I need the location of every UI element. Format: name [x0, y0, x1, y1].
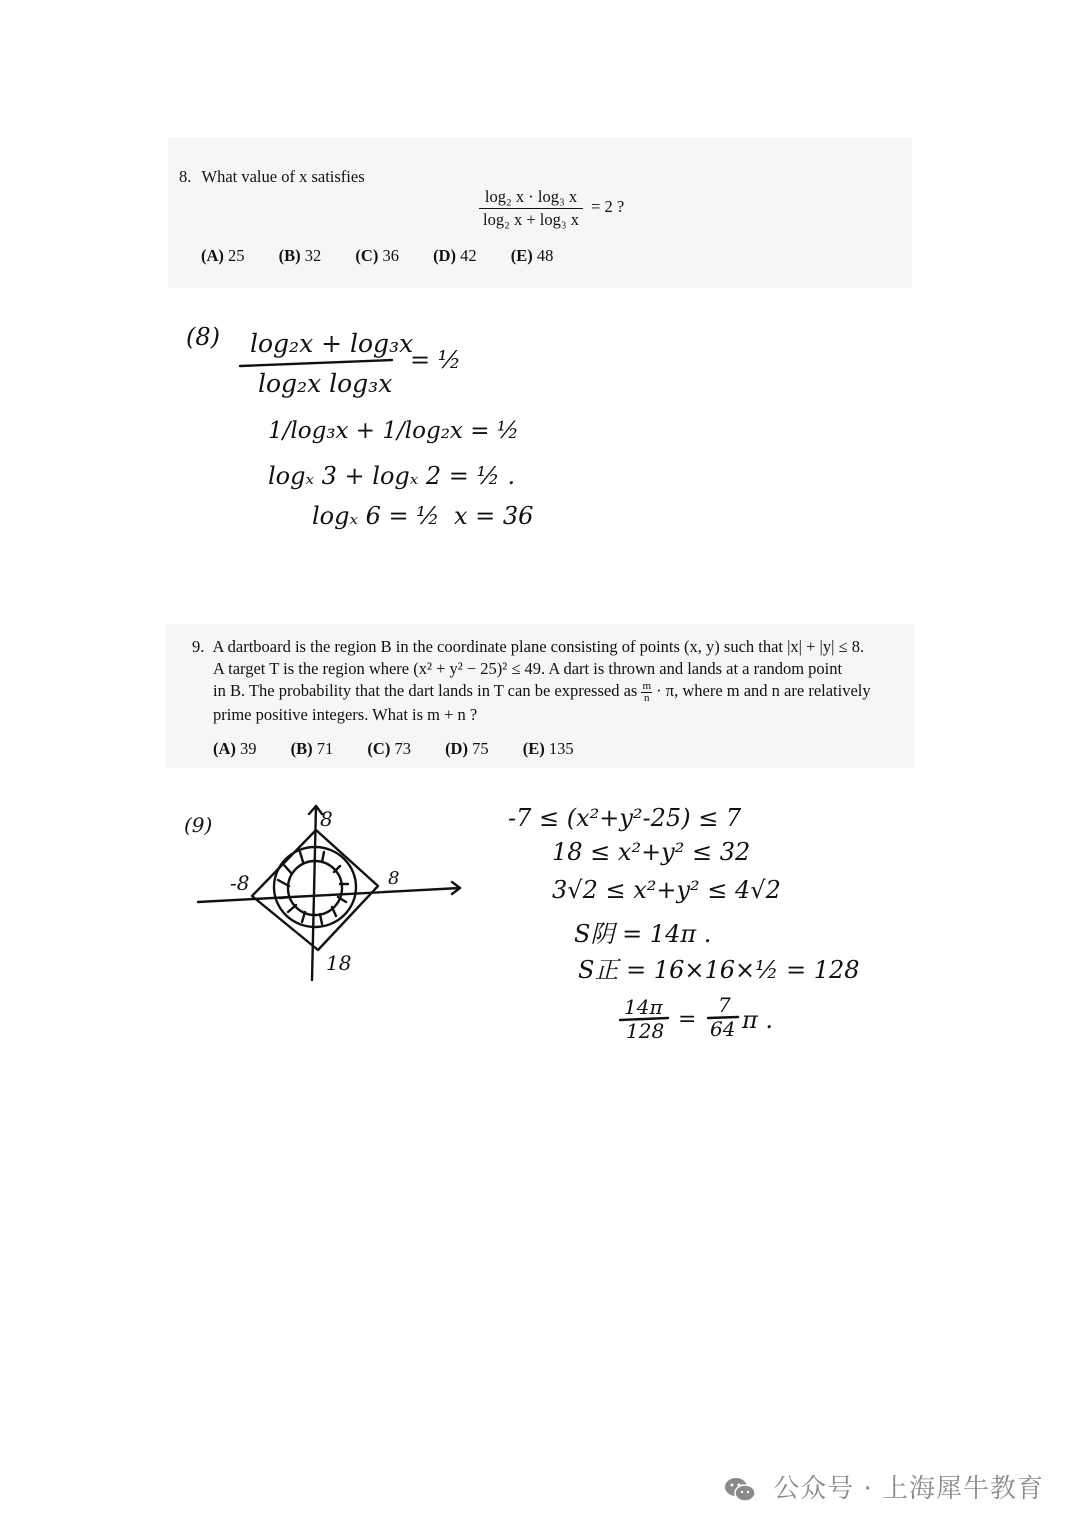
- choice-e: (E) 48: [510, 246, 554, 265]
- axis-label-right: 8: [388, 868, 400, 889]
- solution-8-line1-num: log₂x + log₃x: [250, 329, 414, 358]
- question-9-number: 9.: [192, 637, 205, 656]
- solution-9-frac-den: 128: [626, 1019, 665, 1043]
- solution-8-tag: (8): [186, 323, 220, 351]
- question-9-fraction: $\frac{m}{n}$: [642, 679, 652, 704]
- choice-d: (D) 75: [445, 738, 489, 758]
- choice-b: (B) 32: [278, 246, 322, 265]
- wechat-icon: [724, 1476, 756, 1504]
- solution-9-line5: S正 = 16×16×½ = 128: [578, 956, 860, 984]
- solution-9-result-tail: π .: [742, 1006, 774, 1034]
- axis-label-bottom: 18: [326, 951, 352, 975]
- choice-c: (C) 36: [355, 246, 399, 265]
- solution-9-frac-equals: =: [678, 1007, 697, 1032]
- solution-9-line3: 3√2 ≤ x²+y² ≤ 4√2: [552, 876, 781, 904]
- choice-a: (A) 39: [213, 738, 257, 758]
- solution-8-answer: x = 36: [454, 502, 534, 530]
- question-9-line2: A target T is the region where (x² + y² − 25)² ≤ 49. A dart is thrown and lands at a random point: [213, 659, 843, 678]
- solution-8-line1-den: log₂x log₃x: [258, 369, 393, 398]
- question-9-line3: in B. The probability that the dart lands in T can be expressed as $\frac{m}{n}$ · π, where m and n are relatively: [213, 679, 871, 704]
- watermark: [724, 1468, 1044, 1505]
- equation-numerator: log₂ x · log₃ x: [479, 186, 583, 209]
- question-8-prompt: What value of x satisfies: [201, 167, 365, 186]
- question-9-line1: A dartboard is the region B in the coordinate plane consisting of points (x, y) such that |x| + |y| ≤ 8.: [212, 637, 865, 656]
- choice-e: (E) 135: [522, 738, 574, 758]
- solution-8-line1-rhs: = ½: [410, 346, 461, 374]
- axis-label-left: -8: [230, 871, 250, 895]
- axis-label-top: 8: [320, 807, 333, 831]
- solution-9-line1: -7 ≤ (x²+y²-25) ≤ 7: [508, 804, 742, 832]
- question-8-number: 8.: [179, 167, 192, 186]
- solution-9-line4: S阴 = 14π .: [574, 920, 712, 948]
- question-9-line4: prime positive integers. What is m + n ?: [213, 704, 478, 724]
- choice-a: (A) 25: [201, 246, 245, 265]
- watermark-text: 公众号 · 上海犀牛教育: [773, 1474, 1044, 1504]
- solution-9-result-den: 64: [710, 1017, 736, 1041]
- solution-9-tag: (9): [184, 813, 213, 837]
- solution-9-frac-num: 14π: [624, 995, 663, 1019]
- solution-9-result-num: 7: [718, 993, 731, 1017]
- solution-9-line2: 18 ≤ x²+y² ≤ 32: [552, 838, 751, 866]
- equation-rhs: = 2 ?: [591, 197, 625, 217]
- solution-8-line3: logₓ 3 + logₓ 2 = ½ .: [268, 462, 516, 490]
- choice-b: (B) 71: [290, 738, 334, 758]
- solution-8-line4: logₓ 6 = ½: [312, 502, 440, 530]
- equation-denominator: log₂ x + log₃ x: [483, 210, 579, 229]
- choice-c: (C) 73: [367, 738, 411, 758]
- solution-8-line2: 1/log₃x + 1/log₂x = ½: [268, 418, 520, 444]
- choice-d: (D) 42: [433, 246, 477, 265]
